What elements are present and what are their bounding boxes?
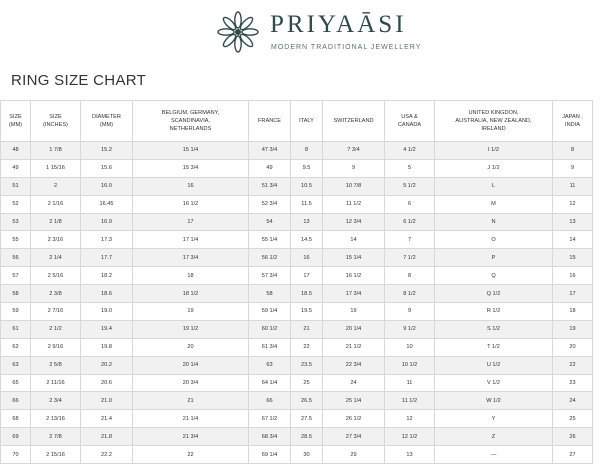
table-cell: 19.0	[81, 303, 133, 321]
header-belgium-germany: BELGIUM, GERMANY, SCANDINAVIA, NETHERLANDS	[133, 101, 249, 142]
table-cell: Y	[435, 410, 553, 428]
table-cell: R 1/2	[435, 303, 553, 321]
table-cell: 7 1/2	[385, 249, 435, 267]
table-cell: 61 3/4	[249, 338, 291, 356]
table-cell: 1 7/8	[31, 142, 81, 160]
table-cell: J 1/2	[435, 159, 553, 177]
table-cell: 47 3/4	[249, 142, 291, 160]
table-cell: 10 1/2	[385, 356, 435, 374]
table-cell: 21 1/2	[323, 338, 385, 356]
table-row	[1, 267, 593, 285]
table-cell: 21	[133, 392, 249, 410]
table-cell: 4 1/2	[385, 142, 435, 160]
table-cell: 11	[553, 177, 593, 195]
table-cell: 19.4	[81, 320, 133, 338]
table-cell: 15 1/4	[133, 142, 249, 160]
table-cell: 17	[133, 213, 249, 231]
table-cell: 6 1/2	[385, 213, 435, 231]
table-cell: 20.6	[81, 374, 133, 392]
table-cell: 54	[249, 213, 291, 231]
table-cell: 21 1/4	[133, 410, 249, 428]
table-cell: 7	[385, 231, 435, 249]
table-cell: 15.2	[81, 142, 133, 160]
table-cell: 18.2	[81, 267, 133, 285]
table-cell: 2 1/4	[31, 249, 81, 267]
table-cell: 55	[1, 231, 31, 249]
table-cell: 9	[385, 303, 435, 321]
table-cell: 20	[133, 338, 249, 356]
table-cell: 19	[133, 303, 249, 321]
table-cell: 12 1/2	[385, 428, 435, 446]
table-cell: 14	[323, 231, 385, 249]
table-cell: 69	[1, 428, 31, 446]
table-cell: 22	[291, 338, 323, 356]
table-cell: 2 11/16	[31, 374, 81, 392]
table-cell: 10 7/8	[323, 177, 385, 195]
table-cell: 20.2	[81, 356, 133, 374]
table-cell: 51 3/4	[249, 177, 291, 195]
table-cell: 51	[1, 177, 31, 195]
table-cell: 2 5/8	[31, 356, 81, 374]
table-cell: 18.6	[81, 285, 133, 303]
table-cell: 29	[323, 446, 385, 464]
table-cell: 17	[553, 285, 593, 303]
table-cell: I 1/2	[435, 142, 553, 160]
table-cell: 27 3/4	[323, 428, 385, 446]
table-cell: 59	[1, 303, 31, 321]
table-cell: 68	[1, 410, 31, 428]
table-cell: 2 1/16	[31, 195, 81, 213]
table-cell: 5 1/2	[385, 177, 435, 195]
table-cell: 24	[323, 374, 385, 392]
table-cell: 13	[553, 213, 593, 231]
table-row	[1, 159, 593, 177]
header-france: FRANCE	[249, 101, 291, 142]
table-cell: 23.5	[291, 356, 323, 374]
table-cell: 17 3/4	[133, 249, 249, 267]
table-cell: 17 3/4	[323, 285, 385, 303]
table-cell: 58	[249, 285, 291, 303]
table-cell: 12 3/4	[323, 213, 385, 231]
brand-tagline: MODERN TRADITIONAL JEWELLERY	[271, 44, 422, 51]
table-cell: 8	[291, 142, 323, 160]
table-cell: 64 1/4	[249, 374, 291, 392]
table-cell: 60 1/2	[249, 320, 291, 338]
table-cell: 16.45	[81, 195, 133, 213]
header-size-mm: SIZE (MM)	[1, 101, 31, 142]
floral-mandala-icon	[215, 9, 261, 55]
header-japan-india: JAPAN , INDIA	[553, 101, 593, 142]
table-cell: 9.5	[291, 159, 323, 177]
table-cell: 17 1/4	[133, 231, 249, 249]
table-cell: 66	[1, 392, 31, 410]
table-cell: 63	[1, 356, 31, 374]
table-cell: 2 9/16	[31, 338, 81, 356]
table-cell: U 1/2	[435, 356, 553, 374]
table-row	[1, 303, 593, 321]
table-cell: 11 1/2	[323, 195, 385, 213]
table-cell: T 1/2	[435, 338, 553, 356]
table-cell: 20 1/4	[323, 320, 385, 338]
table-cell: 70	[1, 446, 31, 464]
table-cell: 22 3/4	[323, 356, 385, 374]
table-cell: 16	[553, 267, 593, 285]
table-cell: P	[435, 249, 553, 267]
table-cell: 2 7/8	[31, 428, 81, 446]
table-cell: 8	[553, 142, 593, 160]
table-row	[1, 410, 593, 428]
header-usa-canada: USA & CANADA	[385, 101, 435, 142]
table-cell: 5	[385, 159, 435, 177]
table-cell: 59 1/4	[249, 303, 291, 321]
table-cell: 16	[291, 249, 323, 267]
table-row	[1, 177, 593, 195]
table-row	[1, 428, 593, 446]
table-cell: —	[435, 446, 553, 464]
table-cell: 19	[553, 320, 593, 338]
table-cell: 56	[1, 249, 31, 267]
table-cell: 18	[553, 303, 593, 321]
table-cell: 67 1/2	[249, 410, 291, 428]
table-cell: 13	[291, 213, 323, 231]
table-cell: 25	[291, 374, 323, 392]
table-cell: 21 3/4	[133, 428, 249, 446]
table-cell: 12	[553, 195, 593, 213]
header-switzerland: SWITZERLAND	[323, 101, 385, 142]
table-cell: 69 1/4	[249, 446, 291, 464]
page-title: RING SIZE CHART	[11, 72, 147, 89]
table-cell: 17.7	[81, 249, 133, 267]
table-row	[1, 213, 593, 231]
table-cell: 65	[1, 374, 31, 392]
table-cell: 18.5	[291, 285, 323, 303]
table-cell: 18	[133, 267, 249, 285]
table-cell: 14	[553, 231, 593, 249]
table-cell: 20	[553, 338, 593, 356]
table-cell: 13	[385, 446, 435, 464]
table-cell: 22	[133, 446, 249, 464]
table-cell: 58	[1, 285, 31, 303]
table-cell: N	[435, 213, 553, 231]
table-cell: W 1/2	[435, 392, 553, 410]
table-cell: 20 3/4	[133, 374, 249, 392]
table-cell: 15	[553, 249, 593, 267]
table-cell: 11.5	[291, 195, 323, 213]
table-cell: 2 1/8	[31, 213, 81, 231]
table-cell: 62	[1, 338, 31, 356]
table-body	[1, 142, 593, 464]
header-uk-australia: UNITED KINGDON, AUSTRALIA, NEW ZEALAND, IRELAND	[435, 101, 553, 142]
table-cell: 11	[385, 374, 435, 392]
table-cell: 16 1/2	[323, 267, 385, 285]
brand-name: PRIYAĀSI	[270, 11, 407, 38]
table-cell: 49	[1, 159, 31, 177]
table-cell: 52 3/4	[249, 195, 291, 213]
table-cell: 19 1/2	[133, 320, 249, 338]
ring-size-table	[0, 100, 593, 464]
table-cell: 21.8	[81, 428, 133, 446]
table-row	[1, 356, 593, 374]
table-cell: 48	[1, 142, 31, 160]
table-cell: 2	[31, 177, 81, 195]
table-cell: 12	[385, 410, 435, 428]
table-row	[1, 446, 593, 464]
table-row	[1, 374, 593, 392]
table-cell: 2 3/16	[31, 231, 81, 249]
table-cell: 57	[1, 267, 31, 285]
table-cell: 15.6	[81, 159, 133, 177]
table-cell: M	[435, 195, 553, 213]
table-cell: 56 1/2	[249, 249, 291, 267]
table-row	[1, 249, 593, 267]
table-cell: 55 1/4	[249, 231, 291, 249]
table-cell: 2 15/16	[31, 446, 81, 464]
table-cell: 25	[553, 410, 593, 428]
table-cell: 2 1/2	[31, 320, 81, 338]
table-cell: 68 3/4	[249, 428, 291, 446]
table-cell: 61	[1, 320, 31, 338]
table-cell: 63	[249, 356, 291, 374]
table-cell: 9	[323, 159, 385, 177]
table-cell: 57 3/4	[249, 267, 291, 285]
table-cell: Q	[435, 267, 553, 285]
table-cell: 2 5/16	[31, 267, 81, 285]
header-size-inches: SIZE (INCHES)	[31, 101, 81, 142]
table-cell: Q 1/2	[435, 285, 553, 303]
table-row	[1, 142, 593, 160]
table-cell: 9	[553, 159, 593, 177]
table-cell: 16.9	[81, 213, 133, 231]
table-cell: 9 1/2	[385, 320, 435, 338]
table-cell: 22.2	[81, 446, 133, 464]
table-cell: 14.5	[291, 231, 323, 249]
table-cell: O	[435, 231, 553, 249]
table-cell: 18 1/2	[133, 285, 249, 303]
table-cell: Z	[435, 428, 553, 446]
table-row	[1, 231, 593, 249]
table-cell: 2 3/8	[31, 285, 81, 303]
table-cell: 10	[385, 338, 435, 356]
table-header-row	[1, 101, 593, 142]
table-cell: 49	[249, 159, 291, 177]
table-cell: L	[435, 177, 553, 195]
table-cell: 15 3/4	[133, 159, 249, 177]
site-header	[0, 0, 600, 68]
table-cell: 25 1/4	[323, 392, 385, 410]
table-cell: 53	[1, 213, 31, 231]
table-cell: 2 7/16	[31, 303, 81, 321]
table-cell: 22	[553, 356, 593, 374]
table-cell: 17.3	[81, 231, 133, 249]
table-cell: 16.0	[81, 177, 133, 195]
table-cell: 11 1/2	[385, 392, 435, 410]
table-cell: 21.0	[81, 392, 133, 410]
table-cell: 66	[249, 392, 291, 410]
table-cell: 8	[385, 267, 435, 285]
table-cell: 7 3/4	[323, 142, 385, 160]
header-diameter: DIAMETER (MM)	[81, 101, 133, 142]
table-row	[1, 285, 593, 303]
table-cell: 10.5	[291, 177, 323, 195]
table-cell: 2 13/16	[31, 410, 81, 428]
table-cell: 17	[291, 267, 323, 285]
table-cell: 27.5	[291, 410, 323, 428]
table-cell: 24	[553, 392, 593, 410]
table-cell: 16	[133, 177, 249, 195]
table-cell: 52	[1, 195, 31, 213]
table-cell: 19.5	[291, 303, 323, 321]
table-cell: 28.5	[291, 428, 323, 446]
table-row	[1, 195, 593, 213]
table-cell: 19.8	[81, 338, 133, 356]
table-cell: 30	[291, 446, 323, 464]
table-cell: 1 15/16	[31, 159, 81, 177]
table-cell: 20 1/4	[133, 356, 249, 374]
table-cell: 2 3/4	[31, 392, 81, 410]
table-row	[1, 392, 593, 410]
table-row	[1, 338, 593, 356]
table-cell: 26.5	[291, 392, 323, 410]
header-italy: ITALY	[291, 101, 323, 142]
table-cell: 26	[553, 428, 593, 446]
table-cell: 16 1/2	[133, 195, 249, 213]
table-cell: S 1/2	[435, 320, 553, 338]
table-cell: 21.4	[81, 410, 133, 428]
table-cell: V 1/2	[435, 374, 553, 392]
table-row	[1, 320, 593, 338]
table-cell: 21	[291, 320, 323, 338]
table-cell: 6	[385, 195, 435, 213]
table-cell: 26 1/2	[323, 410, 385, 428]
table-cell: 23	[553, 374, 593, 392]
table-cell: 27	[553, 446, 593, 464]
table-cell: 15 1/4	[323, 249, 385, 267]
table-cell: 8 1/2	[385, 285, 435, 303]
table-cell: 19	[323, 303, 385, 321]
